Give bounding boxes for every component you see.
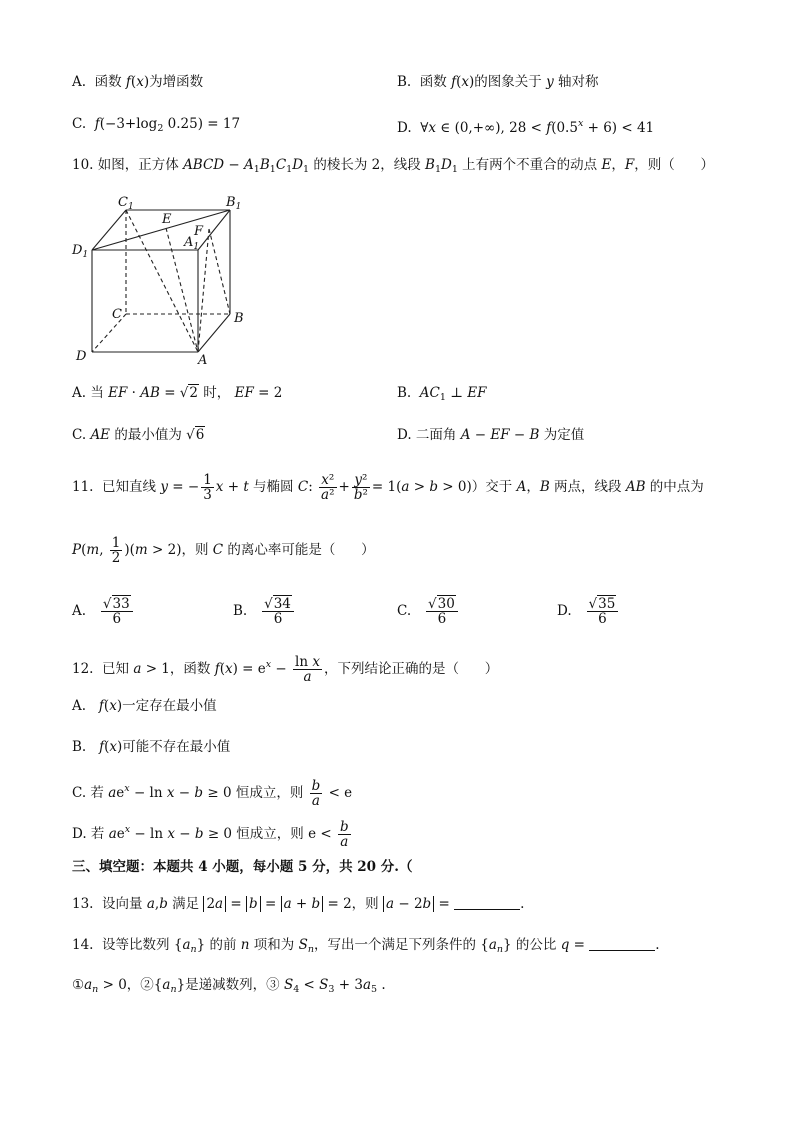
- q9-option-c: C. $f(-3+\log_2$ 0.25) = 17: [72, 116, 241, 134]
- q14-conditions: $①a_n > 0$，$②\{a_n\}$是递减数列，③ $S_4 < S_3 + 3a_5$ .: [72, 977, 386, 995]
- q12-option-c: C. 若 $ae^x - \ln x - b \ge 0$ 恒成立，则 $\frac{b}{a}$ < e: [72, 778, 353, 809]
- q11-option-c: C. $\frac{√30}{6}$: [397, 596, 460, 626]
- q12-option-a: A. f(x)一定存在最小值: [72, 698, 217, 714]
- q10-option-a: A. 当 EF · AB = √2 时， EF = 2: [72, 385, 283, 401]
- q14-stem: 14. 设等比数列 $\{a_n\}$ 的前 n 项和为 $S_n$，写出一个满足下列条件的 $\{a_n\}$ 的公比 q = .: [72, 937, 660, 955]
- label-d: D: [76, 349, 87, 364]
- q9-option-a: A. 函数 f(x)为增函数: [72, 74, 204, 90]
- q12-stem: 12. 已知 a > 1，函数 $f(x) = e^x$ − $\frac{\text{ln x}}{a}$ ，下列结论正确的是（ ）: [72, 654, 499, 685]
- q11-stem: 11. 已知直线 y = − $\frac{1}{3}$ x + t 与椭圆 C: $\frac{\text{x²}}{\text{a²}}$ + $\frac{\text{y²}}{\text{b²}}$ = 1(a > b > 0)）交于 A，B 两点，线段 AB 的中点为: [72, 472, 704, 503]
- q12-option-b: B. f(x)可能不存在最小值: [72, 739, 231, 755]
- q13: 13. 设向量 a,b 满足 2a = b = a + b = 2，则 a − 2b = .: [72, 896, 525, 912]
- label-d1: $D_1$: [72, 243, 89, 260]
- label-b: B: [234, 311, 244, 326]
- q11-option-a: A. $\frac{√33}{6}$: [72, 596, 135, 626]
- q9-option-b: B. 函数 f(x)的图象关于 y 轴对称: [397, 74, 599, 90]
- section-heading: 三、填空题：本题共 4 小题，每小题 5 分，共 20 分.（: [72, 859, 413, 875]
- label-f: F: [194, 224, 204, 239]
- label-e: E: [162, 212, 172, 227]
- label-a: A: [198, 353, 208, 367]
- q10-option-d: D. 二面角 A − EF − B 为定值: [397, 427, 585, 443]
- cube-figure: [70, 192, 260, 367]
- q10-stem: 10. 如图，正方体 ABCD − $A_1B_1C_1D_1$ 的棱长为 2，线段 $B_1D_1$ 上有两个不重合的动点 E，F，则（ ）: [72, 157, 714, 175]
- label-c: C: [112, 307, 122, 322]
- label-a1: $A_1$: [184, 235, 200, 252]
- q9-option-d: D. ∀x ∈ (0,+∞), $28 < f(0.5^x + 6) < 41$: [397, 118, 655, 136]
- q10-option-b: B. $AC_1$ ⊥ EF: [397, 385, 487, 403]
- q11-option-d: D. $\frac{√35}{6}$: [557, 596, 620, 626]
- label-b1: $B_1$: [226, 195, 242, 212]
- q12-option-d: D. 若 $ae^x - \ln x - b \ge 0$ 恒成立，则 e < $\frac{b}{a}$: [72, 819, 349, 850]
- q11-option-b: B. $\frac{√34}{6}$: [233, 596, 296, 626]
- q10-option-c: C. AE 的最小值为 √6: [72, 427, 205, 443]
- q11-stem-2: P(m, $\frac{1}{2}$ )(m > 2)，则 C 的离心率可能是（ ）: [72, 535, 375, 566]
- label-c1: $C_1$: [118, 195, 134, 212]
